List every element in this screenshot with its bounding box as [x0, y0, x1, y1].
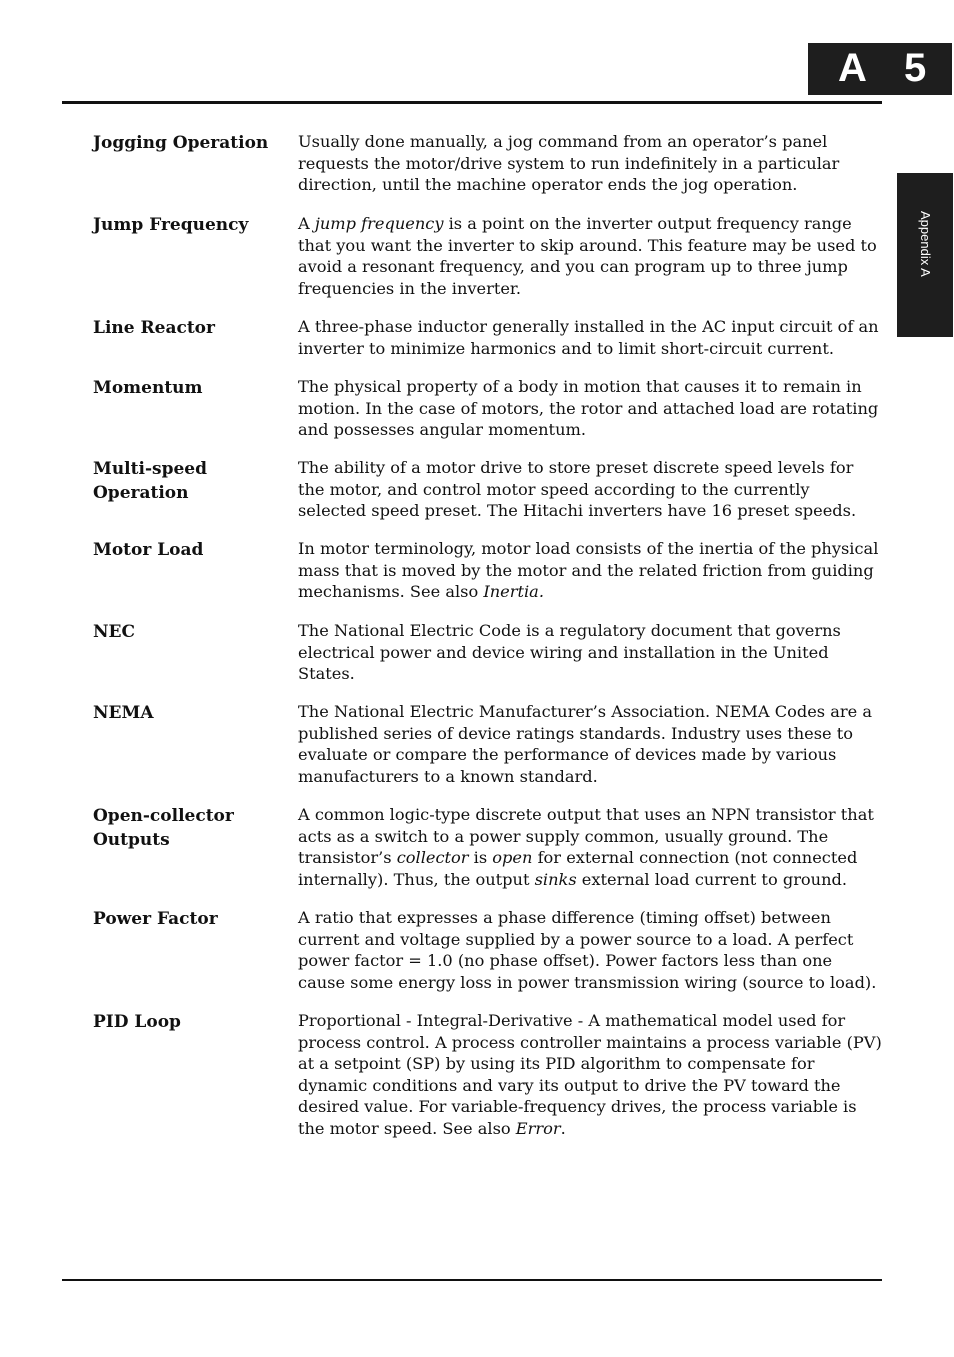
- header-rule: [62, 101, 882, 104]
- glossary-term: PID Loop: [93, 1012, 181, 1032]
- glossary-definition: The ability of a motor drive to store preset discrete speed levels for the motor, and control motor speed according to the currently selected speed preset. The Hitachi inverters have 16 preset speeds.: [298, 458, 857, 520]
- glossary-term: Motor Load: [93, 540, 204, 560]
- side-tab: [897, 173, 953, 337]
- glossary-term: Multi-speed Operation: [93, 459, 207, 503]
- glossary-term: NEC: [93, 622, 136, 642]
- page-number-tab: [808, 43, 952, 95]
- glossary-term: Line Reactor: [93, 318, 215, 338]
- glossary-definition: The National Electric Manufacturer’s Association. NEMA Codes are a published series of device ratings standards. Industry uses these to evaluate or compare the performance of devices made by various manufacturers to a known standard.: [298, 702, 873, 786]
- glossary-term: Jump Frequency: [93, 215, 249, 235]
- glossary-definition: A jump frequency is a point on the inverter output frequency range that you want the inverter to skip around. This feature may be used to avoid a resonant frequency, and you can program up to three jump frequencies in the inverter.: [298, 214, 877, 298]
- glossary-definition: In motor terminology, motor load consists of the inertia of the physical mass that is moved by the motor and the related friction from guiding mechanisms. See also Inertia.: [298, 539, 879, 601]
- side-tab-label: Appendix A: [918, 211, 933, 277]
- glossary-term: Open-collector Outputs: [93, 806, 234, 850]
- glossary-definition: Usually done manually, a jog command from an operator’s panel requests the motor/drive system to run indefinitely in a particular direction, until the machine operator ends the jog operation.: [298, 132, 840, 194]
- appendix-letter: A: [838, 46, 867, 90]
- glossary-definition: The physical property of a body in motion that causes it to remain in motion. In the case of motors, the rotor and attached load are rotating and possesses angular momentum.: [298, 377, 879, 439]
- glossary-term: Momentum: [93, 378, 203, 398]
- glossary-term: NEMA: [93, 703, 154, 723]
- page-number: 5: [904, 46, 927, 90]
- glossary-definition: A common logic-type discrete output that uses an NPN transistor that acts as a switch to a power supply common, usually ground. The transistor’s collector is open for external connection (not connected internally). Thus, the output sinks external load current to ground.: [298, 805, 874, 889]
- glossary-term: Power Factor: [93, 909, 218, 929]
- glossary-definition: Proportional - Integral-Derivative - A mathematical model used for process control. A process controller maintains a process variable (PV) at a setpoint (SP) by using its PID algorithm to compensate for dynamic conditions and vary its output to drive the PV toward the desired value. For variable-frequency drives, the process variable is the motor speed. See also Error.: [298, 1011, 882, 1138]
- glossary-definition: The National Electric Code is a regulatory document that governs electrical power and device wiring and installation in the United States.: [298, 621, 841, 683]
- glossary-term: Jogging Operation: [93, 133, 269, 153]
- footer-rule: [62, 1279, 882, 1281]
- glossary-definition: A three-phase inductor generally installed in the AC input circuit of an inverter to minimize harmonics and to limit short-circuit current.: [298, 317, 879, 358]
- glossary-definition: A ratio that expresses a phase difference (timing offset) between current and voltage supplied by a power source to a load. A perfect power factor = 1.0 (no phase offset). Power factors less than one cause some energy loss in power transmission wiring (source to load).: [298, 908, 877, 992]
